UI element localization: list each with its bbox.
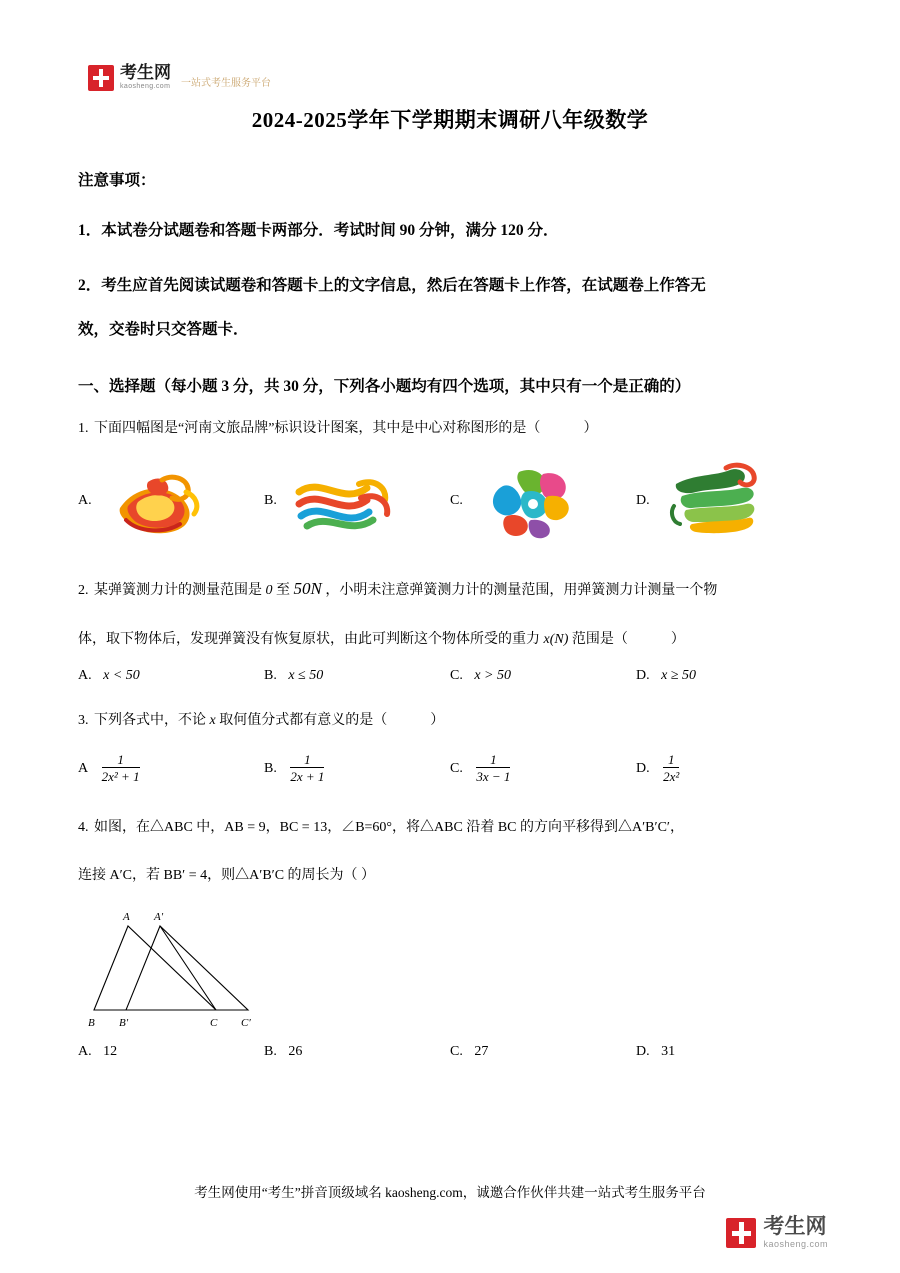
option-c-label: C. (450, 760, 463, 776)
flower-swirl-art (473, 462, 591, 540)
fraction-numerator: 1 (490, 752, 497, 768)
question-3-text-b: 取何值分式都有意义的是（ (219, 712, 388, 728)
figure-label-A: A (123, 911, 130, 924)
footer-note: 考生网使用“考生”拼音顶级域名 kaosheng.com，诚邀合作伙伴共建一站式考生服务平台 (194, 1185, 706, 1200)
footer-logo-domain: kaosheng.com (763, 1239, 828, 1249)
rainbow-flag-art (287, 462, 405, 540)
logo-text (120, 64, 171, 90)
green-landscape-art (660, 462, 778, 540)
option-c-label: C. (450, 1044, 463, 1060)
question-3-stem (78, 708, 822, 735)
option-c-value: x > 50 (474, 667, 512, 683)
option-b-fraction (290, 752, 324, 785)
footer-logo-title: 考生网 (763, 1215, 827, 1238)
option-d-fraction (663, 752, 679, 785)
question-1-paren: ） (583, 421, 598, 437)
option-c-label: C. (450, 667, 463, 683)
figure-label-C-prime: C′ (241, 1017, 251, 1030)
question-2-paren: ） (670, 632, 685, 648)
notice-line-1: 1．本试卷分试题卷和答题卡两部分．考试时间 90 分钟，满分 120 分． (78, 222, 559, 239)
question-3-paren: ） (430, 712, 445, 728)
question-4-option-a[interactable] (78, 1044, 264, 1060)
question-2-text-b: 至 (276, 582, 290, 598)
section-heading-choice: 一、选择题（每小题 3 分，共 30 分，下列各小题均有四个选项，其中只有一个是正确的） (78, 378, 691, 396)
fraction-numerator: 1 (667, 752, 675, 768)
question-1-options (78, 455, 822, 547)
question-2-option-b[interactable] (264, 668, 450, 684)
site-logo (88, 64, 271, 91)
option-a-label: A. (78, 492, 92, 508)
question-4-options (78, 1044, 822, 1060)
question-1-number: 1. (78, 421, 89, 437)
question-2-option-a[interactable] (78, 668, 264, 684)
option-d-label: D. (636, 667, 650, 683)
question-2-text-d: 体，取下物体后，发现弹簧没有恢复原状，由此可判断这个物体所受的重力 (78, 632, 540, 648)
fraction-denominator: 2x² (663, 768, 680, 784)
question-2-stem-line1 (78, 573, 822, 605)
question-2-text-a: 某弹簧测力计的测量范围是 (94, 582, 262, 598)
question-2-text-e: 范围是（ (571, 632, 628, 648)
option-d-value: 31 (661, 1044, 676, 1060)
logo-slogan: 一站式考生服务平台 (181, 78, 271, 89)
question-1-option-d[interactable] (636, 462, 822, 540)
footer-logo (726, 1216, 828, 1249)
option-a-value: 12 (103, 1044, 118, 1060)
question-3-options (78, 752, 822, 785)
question-4-option-c[interactable] (450, 1044, 636, 1060)
question-3-option-b[interactable] (264, 752, 450, 785)
option-a-label: A. (78, 667, 92, 683)
option-b-label: B. (264, 1044, 277, 1060)
option-a-label: A. (78, 1044, 92, 1060)
option-b-label: B. (264, 760, 277, 776)
question-2-stem-line2 (78, 627, 822, 654)
notice-heading: 注意事项： (78, 172, 156, 189)
question-2-option-d[interactable] (636, 668, 822, 684)
notice-line-2: 2．考生应首先阅读试题卷和答题卡上的文字信息，然后在答题卡上作答，在试题卷上作答无 (78, 277, 706, 295)
question-4-text-2: 连接 A′C，若 BB′ = 4，则△A′B′C 的周长为（ ） (78, 868, 376, 884)
footer-logo-mark-icon (726, 1218, 756, 1248)
notice-line-2-cont: 效，交卷时只交答题卡． (78, 320, 249, 338)
question-1-option-c[interactable] (450, 462, 636, 540)
option-b-value: 26 (288, 1044, 303, 1060)
yu-character-art (102, 462, 220, 540)
page-title: 2024-2025学年下学期期末调研八年级数学 (251, 108, 649, 132)
question-4-option-b[interactable] (264, 1044, 450, 1060)
fraction-denominator: 2x² + 1 (101, 768, 140, 784)
logo-domain: kaosheng.com (120, 83, 171, 90)
question-3-option-d[interactable] (636, 752, 822, 785)
question-3-text-a: 下列各式中，不论 (94, 712, 206, 728)
question-4-text-1: 如图，在△ABC 中，AB = 9，BC = 13，∠B=60°，将△ABC 沿着 BC 的方向平移得到△A′B′C′， (94, 819, 684, 835)
option-d-value: x ≥ 50 (661, 667, 697, 683)
question-2-text-c: ，小明未注意弹簧测力计的测量范围，用弹簧测力计测量一个物 (325, 582, 718, 598)
question-1-text: 下面四幅图是“河南文旅品牌”标识设计图案，其中是中心对称图形的是（ (94, 421, 541, 437)
question-1-stem (78, 416, 822, 443)
question-1-option-a[interactable] (78, 462, 264, 540)
fraction-denominator: 3x − 1 (476, 768, 511, 784)
question-2-number: 2. (78, 582, 89, 598)
question-4-option-d[interactable] (636, 1044, 822, 1060)
question-2-option-c[interactable] (450, 668, 636, 684)
logo-mark-icon (88, 65, 114, 91)
fraction-numerator: 1 (117, 752, 124, 768)
footer-logo-text (763, 1216, 828, 1249)
option-d-label: D. (636, 760, 650, 776)
question-3-variable: x (209, 712, 216, 728)
question-3-option-c[interactable] (450, 752, 636, 785)
question-2-variable-xn: x(N) (543, 632, 569, 648)
question-2-options (78, 668, 822, 684)
option-d-label: D. (636, 492, 650, 508)
option-a-value: x < 50 (103, 667, 140, 683)
option-c-label: C. (450, 492, 463, 508)
option-c-fraction (476, 752, 510, 785)
question-4-stem-line2 (78, 863, 822, 890)
figure-label-B-prime: B′ (119, 1017, 129, 1030)
figure-label-C: C (210, 1017, 218, 1030)
option-c-value: 27 (474, 1044, 489, 1060)
question-4-stem-line1 (78, 815, 822, 842)
fraction-numerator: 1 (304, 752, 311, 768)
fraction-denominator: 2x + 1 (290, 768, 325, 784)
question-1-option-b[interactable] (264, 462, 450, 540)
option-b-label: B. (264, 667, 277, 683)
question-2-value-50n: 50N (293, 578, 322, 598)
logo-title: 考生网 (120, 63, 171, 82)
figure-label-A-prime: A′ (154, 911, 164, 924)
question-2-value-0: 0 (265, 582, 273, 598)
figure-label-B: B (88, 1017, 95, 1030)
question-4-figure (82, 906, 322, 1032)
option-d-label: D. (636, 1044, 650, 1060)
option-a-label: A (78, 760, 89, 776)
question-3-option-a[interactable] (78, 752, 264, 785)
question-3-number: 3. (78, 712, 89, 728)
option-b-value: x ≤ 50 (288, 667, 324, 683)
question-4-number: 4. (78, 819, 89, 835)
option-a-fraction (102, 752, 140, 785)
option-b-label: B. (264, 492, 277, 508)
